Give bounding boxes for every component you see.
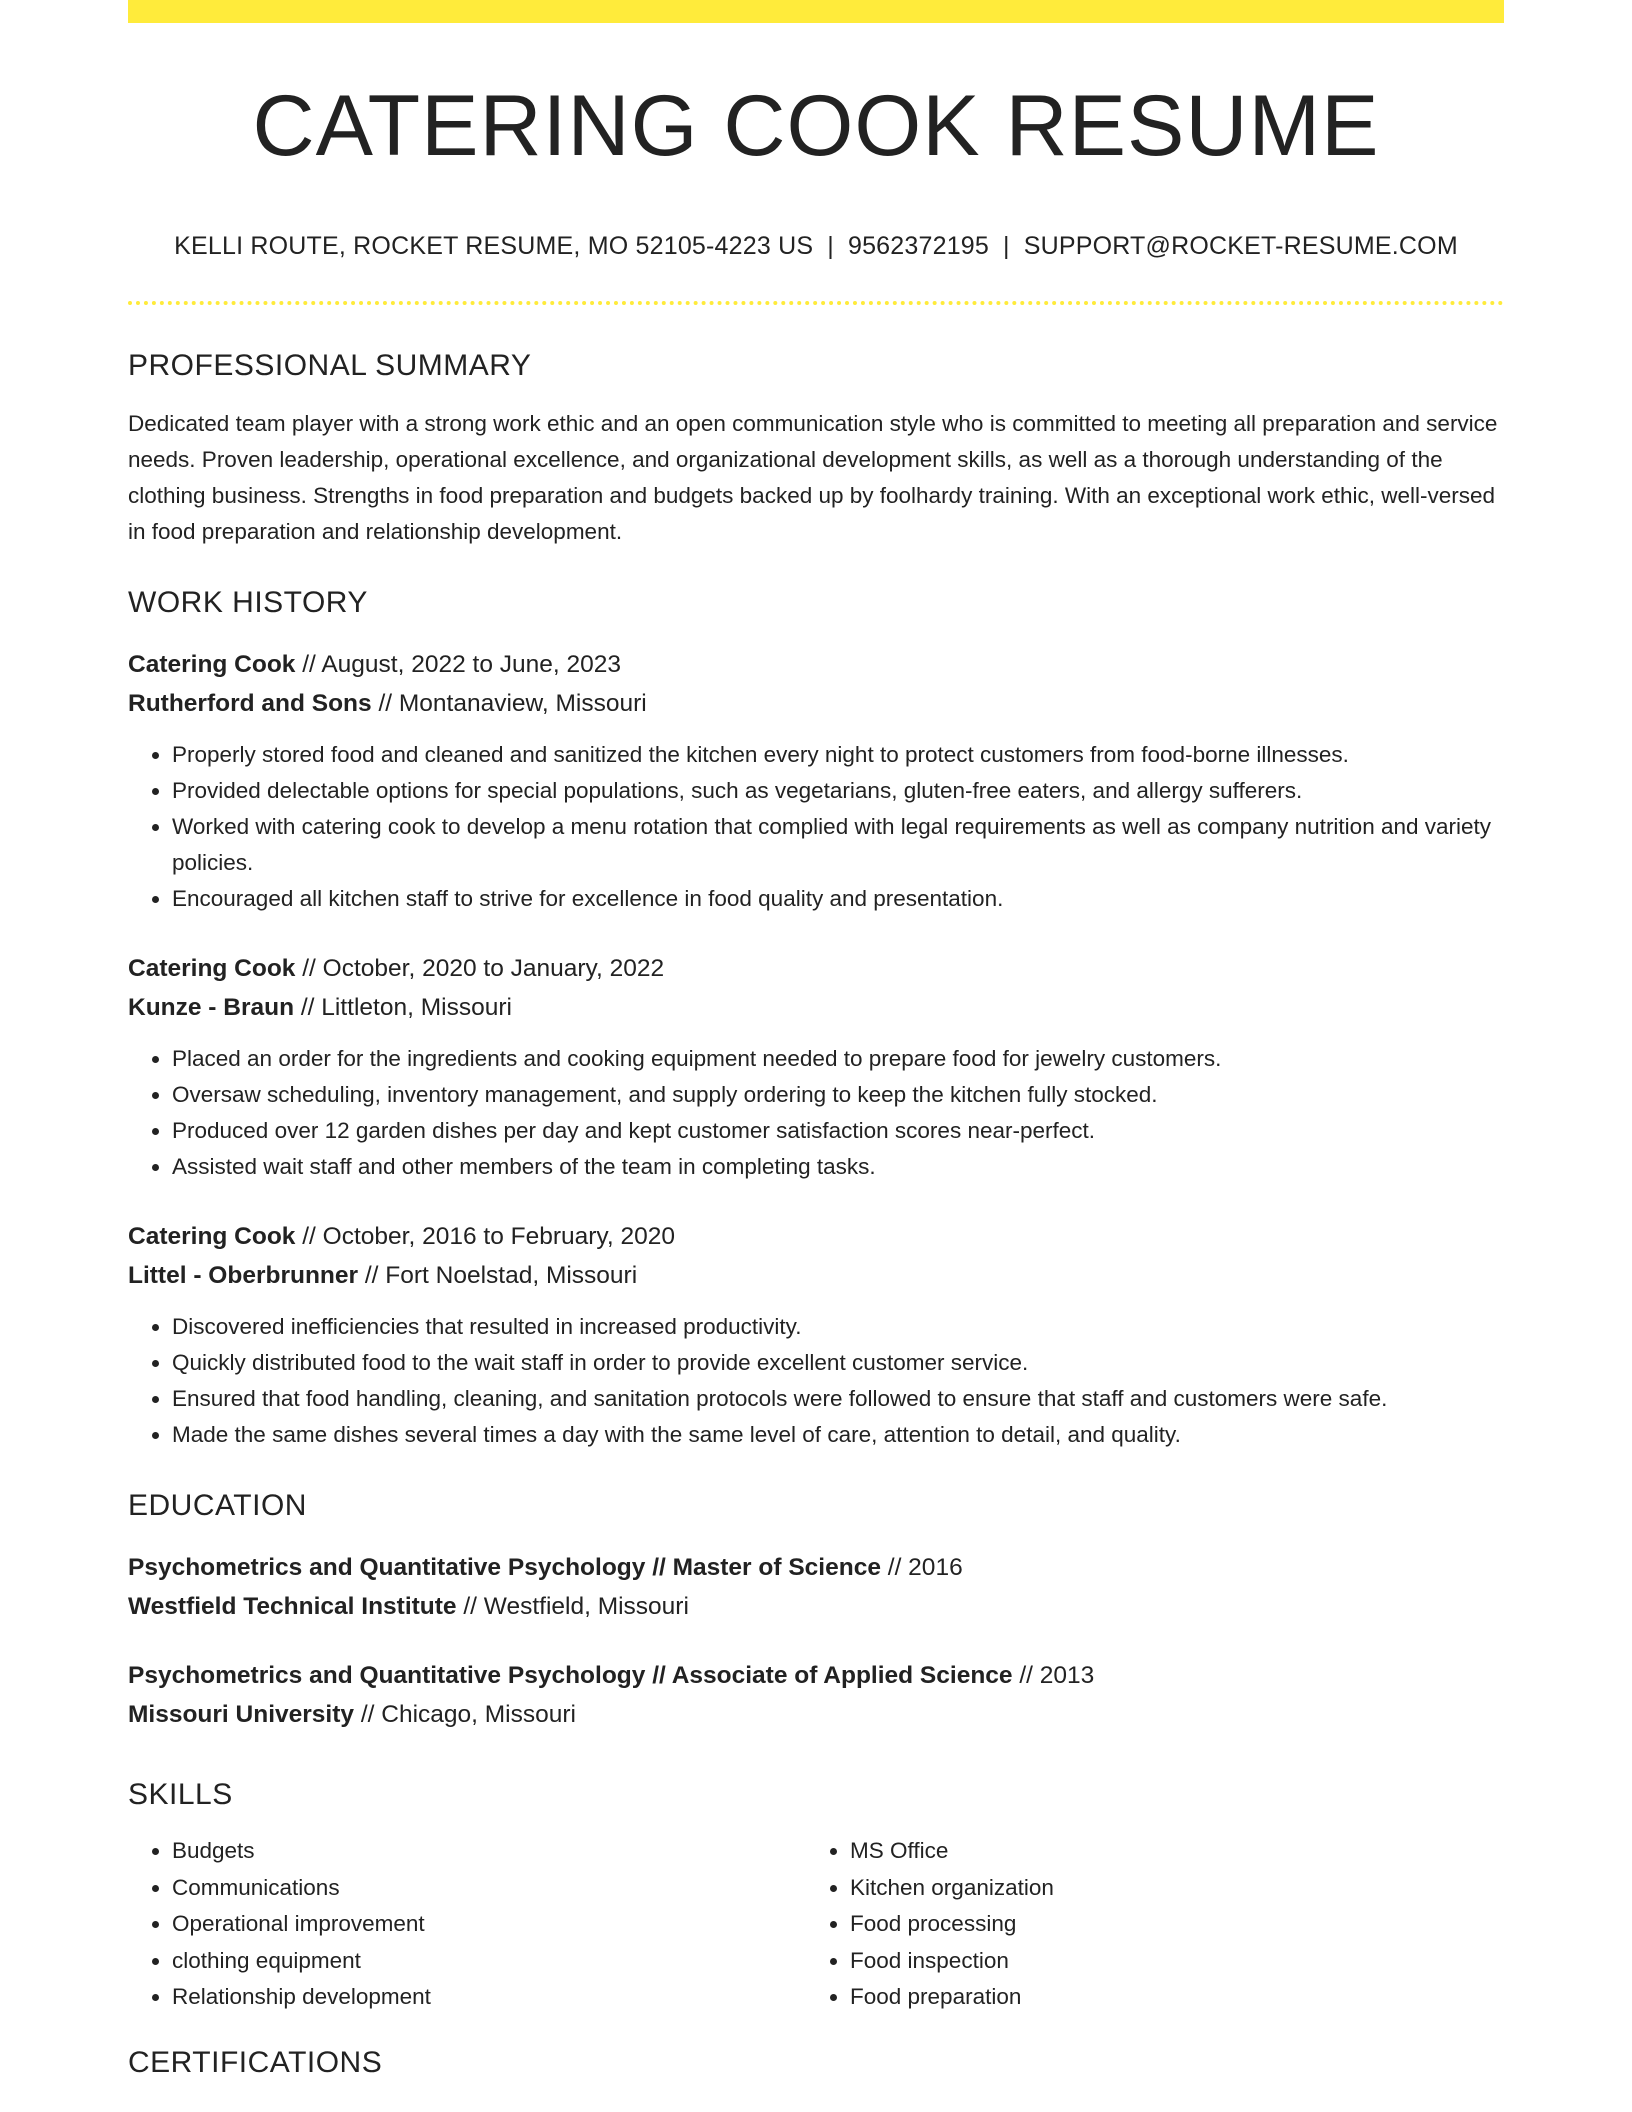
job-dates: // August, 2022 to June, 2023 bbox=[302, 651, 622, 678]
job-bullets bbox=[128, 737, 1504, 917]
job-bullet: • Discovered inefficiencies that resulted in increased productivity. bbox=[172, 1309, 1504, 1345]
contact-line bbox=[128, 234, 1504, 259]
skill-item: • MS Office bbox=[850, 1833, 1484, 1870]
top-accent-bar bbox=[128, 0, 1504, 23]
job-entry bbox=[128, 949, 1504, 1185]
skill-item: • Operational improvement bbox=[172, 1906, 806, 1943]
job-company: Littel - Oberbrunner bbox=[128, 1262, 359, 1289]
job-bullet: • Quickly distributed food to the wait staff in order to provide excellent customer service. bbox=[172, 1345, 1504, 1381]
skill-item: • Kitchen organization bbox=[850, 1870, 1484, 1907]
job-bullet: • Assisted wait staff and other members of the team in completing tasks. bbox=[172, 1149, 1504, 1185]
skill-item: • Food inspection bbox=[850, 1943, 1484, 1980]
education-degree: Psychometrics and Quantitative Psychology // Associate of Applied Science bbox=[128, 1662, 1013, 1689]
education-year: // 2013 bbox=[1019, 1662, 1095, 1689]
job-title-line bbox=[128, 1217, 1504, 1256]
education-entry bbox=[128, 1548, 1504, 1626]
job-company-line bbox=[128, 684, 1504, 723]
job-title: Catering Cook bbox=[128, 1223, 296, 1250]
skill-item: • clothing equipment bbox=[172, 1943, 806, 1980]
skills-left-column bbox=[128, 1833, 806, 2016]
job-title: Catering Cook bbox=[128, 955, 296, 982]
education-school-line bbox=[128, 1695, 1504, 1734]
education-degree-line bbox=[128, 1656, 1504, 1695]
job-company: Rutherford and Sons bbox=[128, 690, 372, 717]
education-degree: Psychometrics and Quantitative Psychology // Master of Science bbox=[128, 1554, 881, 1581]
certifications-heading: CERTIFICATIONS bbox=[128, 2045, 383, 2079]
skills-grid bbox=[128, 1833, 1504, 2016]
job-bullet: • Encouraged all kitchen staff to strive for excellence in food quality and presentation. bbox=[172, 881, 1504, 917]
professional-summary-text: Dedicated team player with a strong work ethic and an open communication style who is committed to meeting all preparation and service needs. Proven leadership, operational excellence, and organizational development skills, as well as a thorough understanding of the clothing business. Strengths in food preparation and budgets backed up by foolhardy training. With an exceptional work ethic, well-versed in food preparation and relationship development. bbox=[128, 411, 1498, 544]
skill-item: • Budgets bbox=[172, 1833, 806, 1870]
job-location: // Montanaview, Missouri bbox=[378, 690, 647, 717]
job-bullet: • Provided delectable options for special populations, such as vegetarians, gluten-free eaters, and allergy sufferers. bbox=[172, 773, 1504, 809]
skill-item: • Food processing bbox=[850, 1906, 1484, 1943]
job-bullet: • Produced over 12 garden dishes per day and kept customer satisfaction scores near-perfect. bbox=[172, 1113, 1504, 1149]
job-bullet: • Oversaw scheduling, inventory management, and supply ordering to keep the kitchen fully stocked. bbox=[172, 1077, 1504, 1113]
contact-separator: | bbox=[1003, 232, 1010, 260]
contact-email: SUPPORT@ROCKET-RESUME.COM bbox=[1023, 232, 1458, 260]
contact-separator: | bbox=[827, 232, 834, 260]
education-heading: EDUCATION bbox=[128, 1489, 307, 1522]
job-bullet: • Placed an order for the ingredients and cooking equipment needed to prepare food for jewelry customers. bbox=[172, 1041, 1504, 1077]
professional-summary-heading: PROFESSIONAL SUMMARY bbox=[128, 349, 532, 382]
education-year: // 2016 bbox=[887, 1554, 963, 1581]
contact-address: KELLI ROUTE, ROCKET RESUME, MO 52105-4223 US bbox=[174, 232, 814, 260]
job-title-line bbox=[128, 645, 1504, 684]
job-location: // Littleton, Missouri bbox=[300, 994, 512, 1021]
resume-title: CATERING COOK RESUME bbox=[252, 78, 1380, 174]
job-title-line bbox=[128, 949, 1504, 988]
education-entry bbox=[128, 1656, 1504, 1734]
job-bullet: • Properly stored food and cleaned and sanitized the kitchen every night to protect customers from food-borne illnesses. bbox=[172, 737, 1504, 773]
education-school: Westfield Technical Institute bbox=[128, 1593, 457, 1620]
job-bullet: • Worked with catering cook to develop a menu rotation that complied with legal requirements as well as company nutrition and variety policies. bbox=[172, 809, 1504, 881]
skill-item: • Food preparation bbox=[850, 1979, 1484, 2016]
education-school: Missouri University bbox=[128, 1701, 355, 1728]
job-entry bbox=[128, 645, 1504, 917]
skill-item: • Relationship development bbox=[172, 1979, 806, 2016]
job-company-line bbox=[128, 988, 1504, 1027]
work-history-heading: WORK HISTORY bbox=[128, 586, 368, 619]
job-bullet: • Made the same dishes several times a day with the same level of care, attention to detail, and quality. bbox=[172, 1417, 1504, 1453]
skills-right-column bbox=[806, 1833, 1484, 2016]
education-location: // Chicago, Missouri bbox=[360, 1701, 576, 1728]
job-location: // Fort Noelstad, Missouri bbox=[364, 1262, 638, 1289]
job-company: Kunze - Braun bbox=[128, 994, 295, 1021]
job-bullets bbox=[128, 1309, 1504, 1453]
skill-item: • Communications bbox=[172, 1870, 806, 1907]
job-dates: // October, 2016 to February, 2020 bbox=[302, 1223, 675, 1250]
job-entry bbox=[128, 1217, 1504, 1453]
job-title: Catering Cook bbox=[128, 651, 296, 678]
job-bullet: • Ensured that food handling, cleaning, and sanitation protocols were followed to ensure that staff and customers were safe. bbox=[172, 1381, 1504, 1417]
job-company-line bbox=[128, 1256, 1504, 1295]
education-location: // Westfield, Missouri bbox=[463, 1593, 689, 1620]
job-bullets bbox=[128, 1041, 1504, 1185]
education-school-line bbox=[128, 1587, 1504, 1626]
contact-phone: 9562372195 bbox=[847, 232, 990, 260]
resume-page bbox=[128, 0, 1504, 2079]
education-degree-line bbox=[128, 1548, 1504, 1587]
job-dates: // October, 2020 to January, 2022 bbox=[302, 955, 665, 982]
skills-heading: SKILLS bbox=[128, 1778, 233, 1811]
header-divider bbox=[128, 301, 1504, 305]
